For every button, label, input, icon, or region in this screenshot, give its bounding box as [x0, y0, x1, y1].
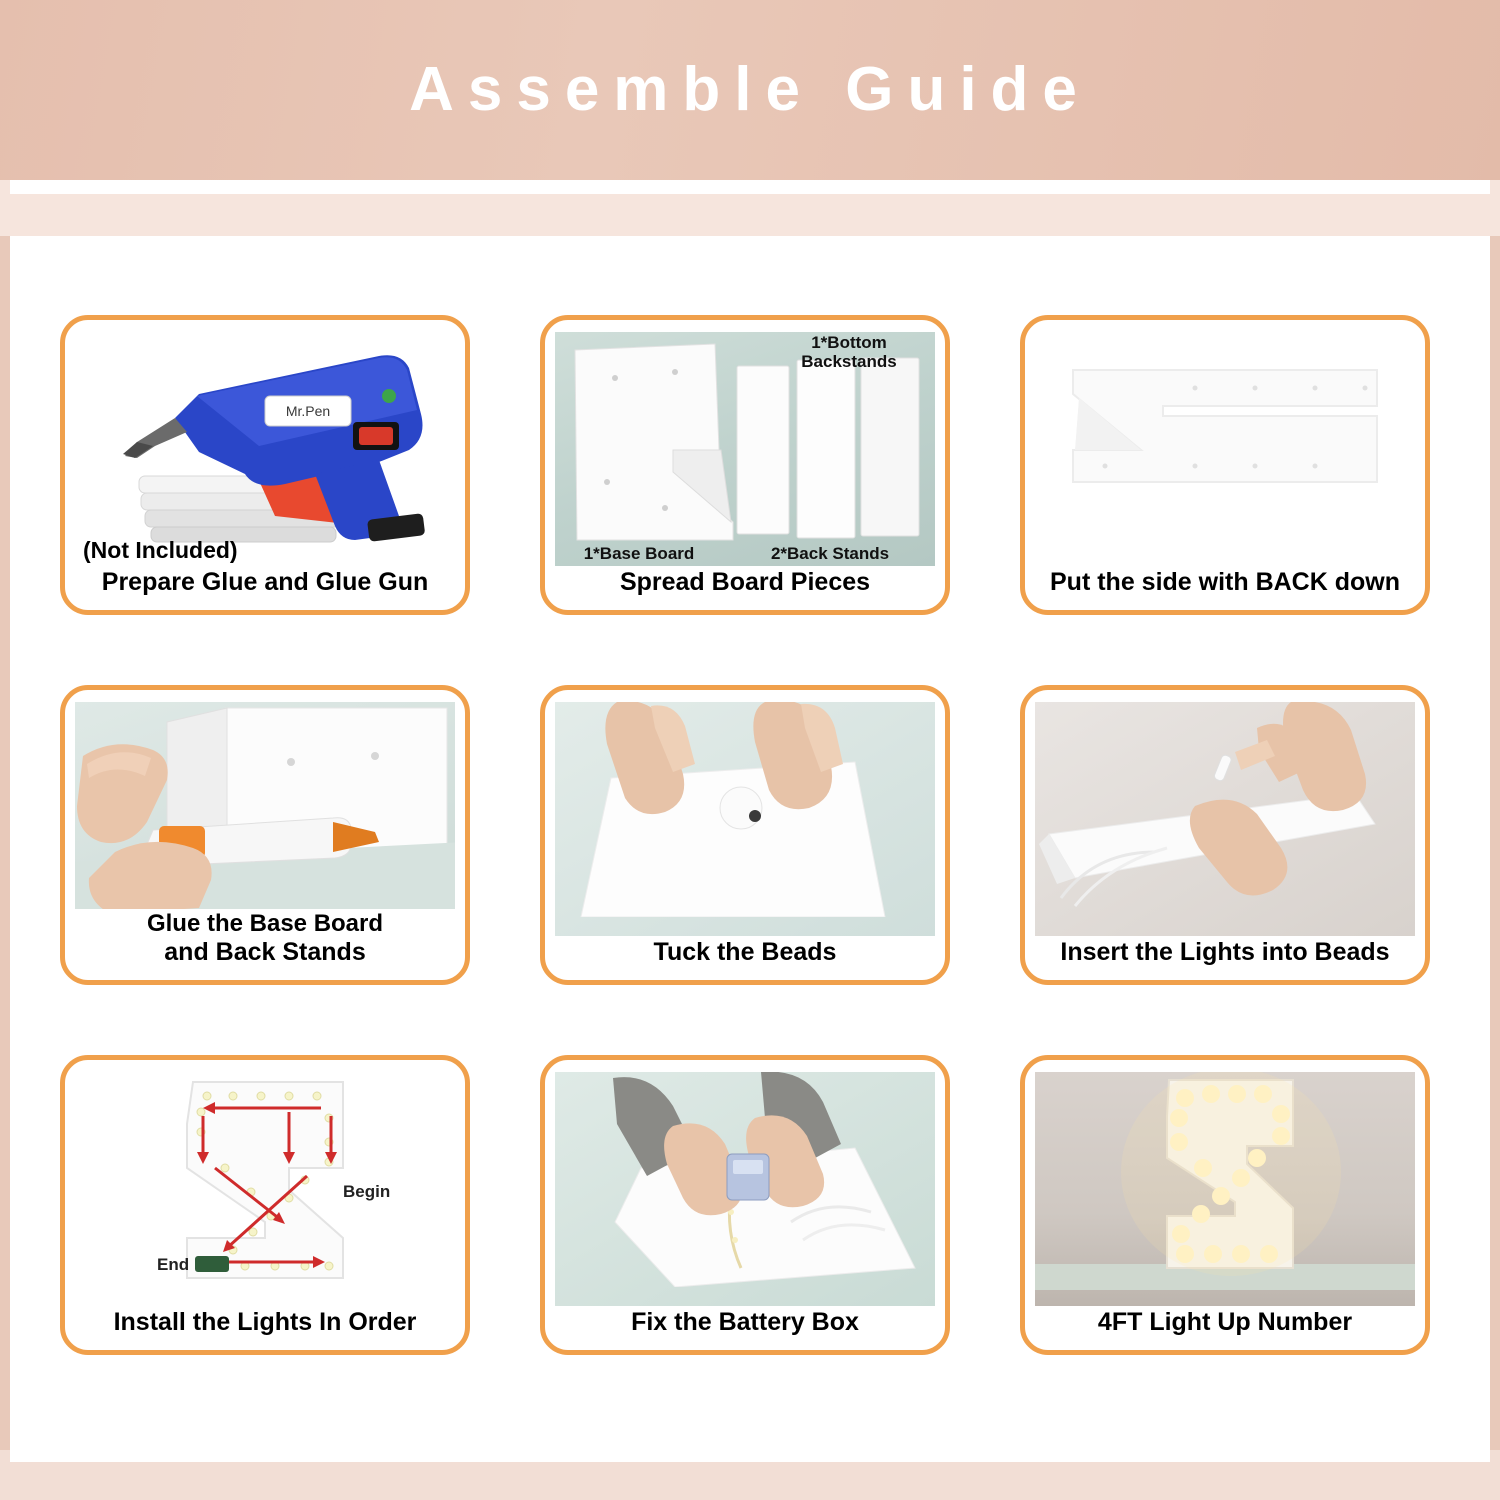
step-card-5: [540, 685, 950, 985]
step-6-caption: Insert the Lights into Beads: [1060, 938, 1390, 966]
header-underband: [0, 180, 1500, 236]
blue-glue-gun-with-glue-sticks: [75, 332, 455, 566]
step-2-caption: Spread Board Pieces: [619, 568, 871, 596]
step-card-6: [1020, 685, 1430, 985]
step-3-media: [1035, 332, 1415, 566]
step-card-8: [540, 1055, 950, 1355]
step-1-caption: Prepare Glue and Glue Gun: [101, 568, 429, 596]
annotation-base-board: 1*Base Board: [583, 544, 695, 564]
step-2-media: [555, 332, 935, 566]
step-card-2: [540, 315, 950, 615]
annotation-bottom-backstands: 1*Bottom Backstands: [801, 333, 897, 371]
step-card-1: [60, 315, 470, 615]
number-2-board-outline: [1035, 332, 1415, 566]
step-9-media: [1035, 1072, 1415, 1306]
step-7-caption: Install the Lights In Order: [113, 1308, 417, 1336]
svg-text:Mr.Pen: Mr.Pen: [285, 403, 331, 419]
illuminated-marquee-number-2-photo: [1035, 1072, 1415, 1306]
step-6-media: [1035, 702, 1415, 936]
page-footer-band: [0, 1450, 1500, 1500]
hands-inserting-light-photo: [1035, 702, 1415, 936]
annotation-back-stands: 2*Back Stands: [770, 544, 890, 564]
step-card-4: [60, 685, 470, 985]
step-8-caption: Fix the Battery Box: [631, 1308, 859, 1336]
page-title: Assemble Guide: [409, 55, 1091, 124]
step-5-caption: Tuck the Beads: [653, 938, 837, 966]
steps-grid: [60, 315, 1440, 1355]
hands-gluing-board-photo: [75, 702, 455, 909]
hands-fixing-battery-box-photo: [555, 1072, 935, 1306]
step-4-caption: [75, 909, 455, 972]
step-7-media: [75, 1072, 455, 1306]
step-card-7: [60, 1055, 470, 1355]
step-4-media: [75, 702, 455, 909]
page-footer-band-inner: [10, 1450, 1490, 1462]
step-4-caption-line2: and Back Stands: [164, 938, 366, 966]
white-foam-board-pieces-photo: [555, 332, 935, 566]
step-4-caption-line1: Glue the Base Board: [146, 910, 384, 938]
step-9-caption: 4FT Light Up Number: [1097, 1308, 1353, 1336]
step-1-media: [75, 332, 455, 566]
step-card-3: [1020, 315, 1430, 615]
header-underband-inner: [10, 180, 1490, 194]
annotation-begin: Begin: [343, 1182, 391, 1201]
step-card-9: [1020, 1055, 1430, 1355]
step-5-media: [555, 702, 935, 936]
number-2-light-routing-diagram: [75, 1072, 455, 1306]
page-header: [0, 0, 1500, 180]
step-8-media: [555, 1072, 935, 1306]
hands-tucking-bead-photo: [555, 702, 935, 936]
annotation-end: End: [157, 1255, 190, 1274]
not-included-note: (Not Included): [83, 537, 238, 563]
step-3-caption: Put the side with BACK down: [1050, 568, 1400, 596]
